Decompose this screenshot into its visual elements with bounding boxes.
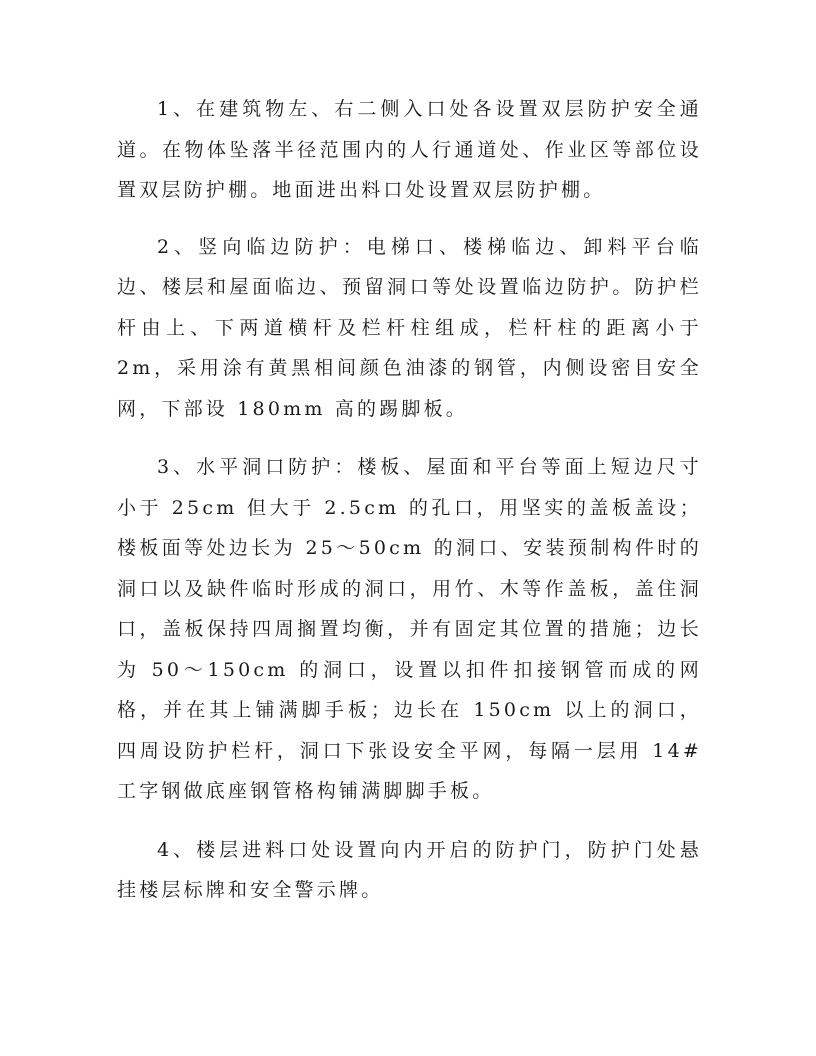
paragraph-1-entrance-protection: 1、在建筑物左、右二侧入口处各设置双层防护安全通道。在物体坠落半径范围内的人行通道处、作业区等部位设置双层防护棚。地面进出料口处设置双层防护棚。 [117, 98, 702, 201]
paragraph-2-vertical-edge-protection: 2、竖向临边防护：电梯口、楼梯临边、卸料平台临边、楼层和屋面临边、预留洞口等处设置临边防护。防护栏杆由上、下两道横杆及栏杆柱组成，栏杆柱的距离小于 2m，采用涂有黄黑相间颜色油漆的钢管，内侧设密目安全网，下部设 180mm 高的踢脚板。 [117, 235, 702, 420]
document-page [117, 89, 702, 929]
paragraph-4-material-entrance-door: 4、楼层进料口处设置向内开启的防护门，防护门处悬挂楼层标牌和安全警示牌。 [117, 838, 702, 901]
paragraph-3-horizontal-opening-protection: 3、水平洞口防护：楼板、屋面和平台等面上短边尺寸小于 25cm 但大于 2.5cm 的孔口，用坚实的盖板盖设；楼板面等处边长为 25～50cm 的洞口、安装预制构件时的洞口以及缺件临时形成的洞口，用竹、木等作盖板，盖住洞口，盖板保持四周搁置均衡，并有固定其位置的措施；边长为 50～150cm 的洞口，设置以扣件扣接钢管而成的网格，并在其上铺满脚手板；边长在 150cm 以上的洞口，四周设防护栏杆，洞口下张设安全平网，每隔一层用 14#工字钢做底座钢管格构铺满脚脚手板。 [117, 456, 702, 802]
